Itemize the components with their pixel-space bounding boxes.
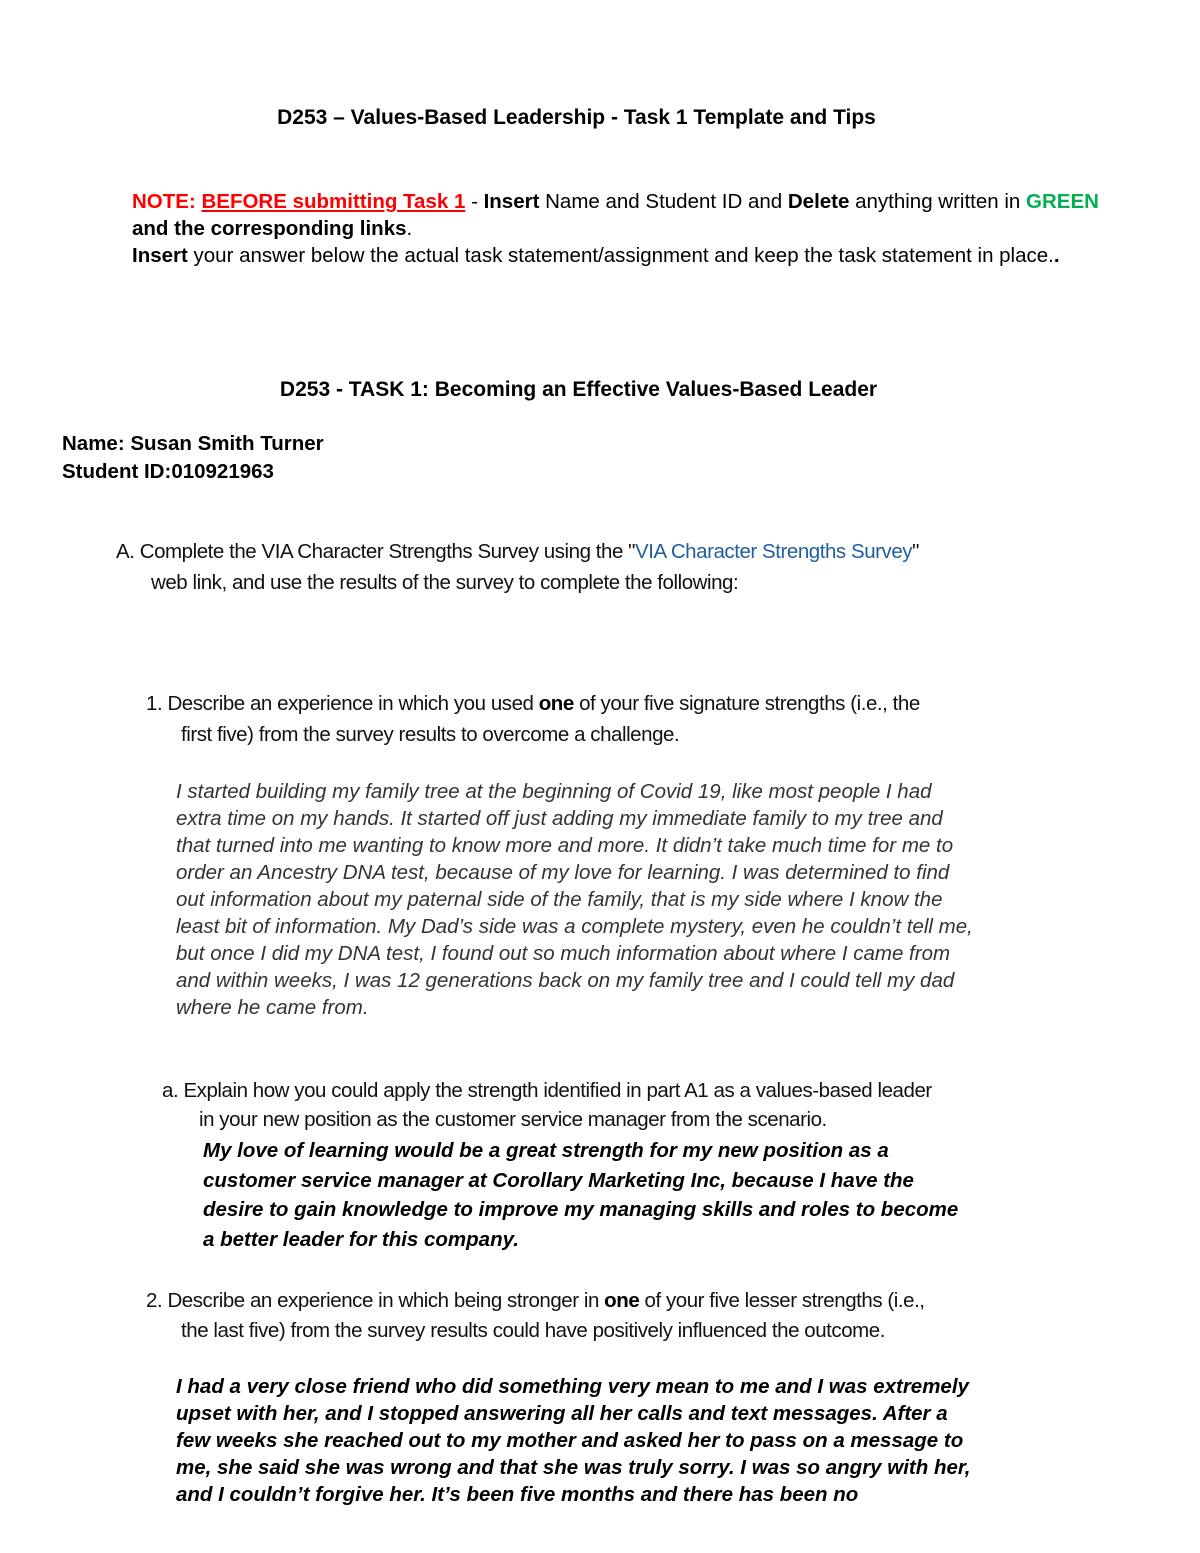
answer-1-line: out information about my paternal side of the family, that is my side where I know the xyxy=(176,888,943,911)
answer-2-line: me, she said she was wrong and that she was truly sorry. I was so angry with her, xyxy=(176,1456,971,1479)
answer-1-line: order an Ancestry DNA test, because of my love for learning. I was determined to find xyxy=(176,861,950,884)
answer-1-line: that turned into me wanting to know more and more. It didn’t take much time for me to xyxy=(176,834,954,857)
answer-1 xyxy=(176,778,973,1021)
note-text-4: your answer below the actual task statement/assignment and keep the task statement in place. xyxy=(187,244,1054,267)
answer-1-line: and within weeks, I was 12 generations back on my family tree and I could tell my dad xyxy=(176,969,955,992)
question-1-line-1 xyxy=(146,689,920,719)
note-green: GREEN xyxy=(1026,190,1099,213)
task-title: D253 - TASK 1: Becoming an Effective Values-Based Leader xyxy=(279,378,878,401)
answer-1a-line: desire to gain knowledge to improve my managing skills and roles to become xyxy=(203,1198,959,1221)
section-a-prefix: A. Complete the VIA Character Strengths Survey using the " xyxy=(116,540,636,563)
question-1-line-2: first five) from the survey results to overcome a challenge. xyxy=(181,723,680,746)
answer-2-line: few weeks she reached out to my mother and asked her to pass on a message to xyxy=(176,1429,964,1452)
answer-1-line: where he came from. xyxy=(176,996,369,1019)
student-name: Name: Susan Smith Turner xyxy=(62,432,324,455)
answer-1-line: extra time on my hands. It started off just adding my immediate family to my tree and xyxy=(176,807,943,830)
note-separator: - xyxy=(465,190,484,213)
answer-2-line: I had a very close friend who did something very mean to me and I was extremely xyxy=(176,1375,969,1398)
answer-2-line: upset with her, and I stopped answering all her calls and text messages. After a xyxy=(176,1402,948,1425)
note-text-3: and the corresponding links xyxy=(132,217,407,240)
answer-1-line: but once I did my DNA test, I found out so much information about where I came from xyxy=(176,942,951,965)
document-title: D253 – Values-Based Leadership - Task 1 Template and Tips xyxy=(277,106,876,129)
q2-bold: one xyxy=(604,1289,640,1312)
q1-pre: 1. Describe an experience in which you used xyxy=(146,692,539,715)
question-2-line-1 xyxy=(146,1286,925,1316)
section-a-line-1 xyxy=(116,537,919,567)
note-insert-2: Insert xyxy=(132,244,188,267)
answer-2-line: and I couldn’t forgive her. It’s been five months and there has been no xyxy=(176,1483,859,1506)
note-block: NOTE: BEFORE submitting Task 1 - Insert Name and Student ID and Delete anything written in GREEN and the corresponding links. Insert your answer below the actual task statement/assignment and keep the task statement in place.. xyxy=(132,190,1099,267)
q1-post: of your five signature strengths (i.e., the xyxy=(573,692,920,715)
answer-1a-line: a better leader for this company. xyxy=(203,1227,519,1251)
note-delete: Delete xyxy=(787,190,850,213)
answer-1a-line: customer service manager at Corollary Marketing Inc, because I have the xyxy=(203,1168,914,1192)
note-before-submitting: BEFORE submitting Task 1 xyxy=(201,190,466,213)
answer-1-line: I started building my family tree at the beginning of Covid 19, like most people I had xyxy=(176,780,932,803)
question-1a-line-2: in your new position as the customer service manager from the scenario. xyxy=(199,1108,827,1131)
student-id: Student ID:010921963 xyxy=(62,460,274,483)
answer-1a-line: My love of learning would be a great strength for my new position as a xyxy=(203,1139,889,1162)
via-survey-link[interactable]: VIA Character Strengths Survey xyxy=(635,540,913,563)
note-text-1: Name and Student ID and xyxy=(539,190,788,213)
note-label: NOTE: xyxy=(132,190,196,213)
question-1a-line-1: a. Explain how you could apply the strength identified in part A1 as a values-based leader xyxy=(162,1079,932,1102)
q1-bold: one xyxy=(538,692,574,715)
answer-1-line: least bit of information. My Dad’s side was a complete mystery, even he couldn’t tell me, xyxy=(176,915,973,938)
question-2-line-2: the last five) from the survey results could have positively influenced the outcome. xyxy=(181,1319,885,1342)
answer-2 xyxy=(176,1373,970,1508)
answer-1a xyxy=(203,1136,958,1254)
note-period: . xyxy=(406,217,413,240)
q2-post: of your five lesser strengths (i.e., xyxy=(639,1289,925,1312)
note-text-2: anything written in xyxy=(849,190,1027,213)
section-a-suffix: " xyxy=(912,540,919,563)
note-insert: Insert xyxy=(483,190,540,213)
q2-pre: 2. Describe an experience in which being stronger in xyxy=(146,1289,605,1312)
section-a-line-2: web link, and use the results of the survey to complete the following: xyxy=(151,571,739,594)
